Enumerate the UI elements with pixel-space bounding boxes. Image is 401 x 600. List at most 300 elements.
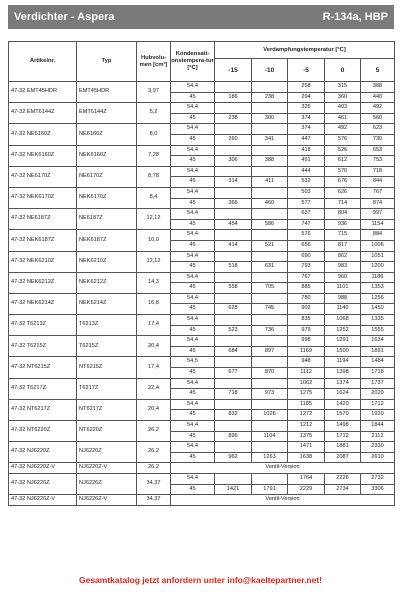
capacity-cell: 1570 (325, 410, 361, 421)
capacity-cell (252, 399, 288, 410)
displacement: 3,97 (137, 82, 171, 103)
capacity-cell: 366 (215, 198, 252, 209)
header-type: Typ (77, 42, 137, 82)
condensation-temp: 45 (171, 304, 215, 315)
article-number: 47-32 NEK6212Z (9, 272, 77, 293)
capacity-cell (252, 272, 288, 283)
capacity-cell: 1140 (325, 304, 361, 315)
capacity-cell: 874 (361, 198, 395, 209)
capacity-cell: 896 (215, 431, 252, 442)
article-number: 47-32 NJ6226Z-V (9, 495, 77, 506)
capacity-cell (252, 315, 288, 326)
capacity-cell: 897 (252, 346, 288, 357)
capacity-cell: 983 (325, 262, 361, 273)
capacity-cell: 1634 (361, 336, 395, 347)
table-row (9, 230, 395, 241)
table-row (9, 442, 395, 453)
capacity-cell: 414 (215, 240, 252, 251)
article-number: 47-32 NE6170Z (9, 166, 77, 187)
table-row (9, 145, 395, 156)
capacity-cell: 1638 (288, 452, 325, 463)
header-evap-temp: 0 (325, 59, 361, 82)
capacity-cell: 374 (288, 124, 325, 135)
capacity-cell: 1471 (288, 442, 325, 453)
ventil-version-note: Ventil-Version (171, 463, 395, 474)
capacity-cell: 411 (252, 177, 288, 188)
capacity-cell: 388 (252, 156, 288, 167)
capacity-cell: 374 (288, 113, 325, 124)
capacity-cell (215, 124, 252, 135)
capacity-cell: 326 (288, 103, 325, 114)
condensation-temp: 54,4 (171, 251, 215, 262)
condensation-temp: 54,5 (171, 357, 215, 368)
capacity-cell (215, 293, 252, 304)
table-row (9, 463, 395, 474)
article-number: 47-32 NJ6220Z (9, 442, 77, 463)
capacity-cell: 623 (361, 124, 395, 135)
table-row (9, 124, 395, 135)
capacity-cell: 936 (325, 219, 361, 230)
capacity-cell (252, 378, 288, 389)
model-type: NE6160Z (77, 124, 137, 145)
capacity-cell: 780 (288, 293, 325, 304)
displacement: 16,8 (137, 293, 171, 314)
condensation-temp: 54,4 (171, 442, 215, 453)
capacity-cell: 705 (252, 283, 288, 294)
condensation-temp: 45 (171, 452, 215, 463)
condensation-temp: 45 (171, 368, 215, 379)
capacity-cell: 388 (361, 82, 395, 93)
capacity-cell: 576 (325, 134, 361, 145)
capacity-cell: 715 (325, 230, 361, 241)
capacity-cell (252, 145, 288, 156)
capacity-cell: 793 (288, 262, 325, 273)
capacity-cell: 884 (361, 230, 395, 241)
capacity-cell: 491 (288, 156, 325, 167)
table-row (9, 209, 395, 220)
capacity-cell: 2229 (288, 484, 325, 495)
condensation-temp: 45 (171, 92, 215, 103)
condensation-temp: 54,4 (171, 103, 215, 114)
page-title: Verdichter - Aspera (14, 11, 115, 23)
capacity-cell (215, 473, 252, 484)
capacity-cell (252, 187, 288, 198)
model-type: T6217Z (77, 378, 137, 399)
capacity-cell: 403 (325, 103, 361, 114)
condensation-temp: 45 (171, 283, 215, 294)
displacement: 34,37 (137, 495, 171, 506)
capacity-cell: 960 (325, 272, 361, 283)
capacity-cell: 832 (215, 410, 252, 421)
condensation-temp: 54,4 (171, 209, 215, 220)
condensation-temp: 54,4 (171, 166, 215, 177)
table-row (9, 421, 395, 432)
capacity-cell (215, 315, 252, 326)
capacity-cell (252, 336, 288, 347)
capacity-cell (252, 442, 288, 453)
displacement: 7,28 (137, 145, 171, 166)
table-row (9, 357, 395, 368)
capacity-cell: 558 (215, 283, 252, 294)
capacity-cell: 676 (325, 177, 361, 188)
header-evap-temp: 5 (361, 59, 395, 82)
capacity-cell: 1844 (361, 421, 395, 432)
model-type: NJ6220Z (77, 442, 137, 463)
article-number: 47-32 EMT6144Z (9, 103, 77, 124)
capacity-cell: 962 (215, 452, 252, 463)
capacity-cell: 1112 (288, 368, 325, 379)
table-row (9, 251, 395, 262)
capacity-cell: 753 (361, 156, 395, 167)
condensation-temp: 54,4 (171, 421, 215, 432)
model-type: NJ6226Z (77, 473, 137, 494)
displacement: 26,2 (137, 421, 171, 442)
capacity-cell (252, 82, 288, 93)
capacity-cell: 306 (215, 156, 252, 167)
article-number: 47-32 NT6217Z (9, 399, 77, 420)
article-number: 47-32 NEK6214Z (9, 293, 77, 314)
capacity-cell: 745 (252, 304, 288, 315)
displacement: 5,2 (137, 103, 171, 124)
capacity-cell: 1104 (252, 431, 288, 442)
capacity-cell (215, 357, 252, 368)
table-row (9, 272, 395, 283)
capacity-cell: 730 (361, 134, 395, 145)
condensation-temp: 54,4 (171, 82, 215, 93)
table-row (9, 82, 395, 93)
capacity-cell: 1791 (252, 484, 288, 495)
capacity-cell: 835 (288, 315, 325, 326)
model-type: NE6187Z (77, 209, 137, 230)
capacity-cell: 1186 (361, 272, 395, 283)
capacity-cell (215, 166, 252, 177)
condensation-temp: 54,4 (171, 230, 215, 241)
capacity-cell: 1498 (325, 421, 361, 432)
capacity-cell: 1421 (215, 484, 252, 495)
capacity-cell (215, 442, 252, 453)
displacement: 8,0 (137, 124, 171, 145)
header-evaporation: Verdampfungstemperatur [°C] (215, 42, 395, 59)
capacity-cell (252, 421, 288, 432)
header-volume: Hubvolu-men [cm³] (137, 42, 171, 82)
capacity-cell: 1764 (288, 473, 325, 484)
capacity-cell: 503 (288, 187, 325, 198)
capacity-cell (215, 272, 252, 283)
table-row (9, 473, 395, 484)
capacity-cell: 1555 (361, 325, 395, 336)
capacity-cell: 186 (215, 92, 252, 103)
condensation-temp: 45 (171, 240, 215, 251)
capacity-cell: 492 (325, 124, 361, 135)
displacement: 26,2 (137, 442, 171, 463)
title-banner (8, 5, 394, 29)
table-body (9, 82, 395, 506)
capacity-cell: 444 (288, 166, 325, 177)
capacity-cell: 684 (215, 346, 252, 357)
capacity-cell: 656 (288, 240, 325, 251)
model-type: T6213Z (77, 315, 137, 336)
capacity-cell: 677 (215, 368, 252, 379)
capacity-cell: 1062 (288, 378, 325, 389)
condensation-temp: 45 (171, 484, 215, 495)
condensation-temp: 45 (171, 410, 215, 421)
capacity-cell: 461 (325, 113, 361, 124)
condensation-temp: 45 (171, 431, 215, 442)
model-type: NEK6212Z (77, 272, 137, 293)
capacity-cell: 1737 (361, 378, 395, 389)
capacity-cell: 718 (215, 389, 252, 400)
condensation-temp: 54,4 (171, 187, 215, 198)
model-type: NEK6210Z (77, 251, 137, 272)
capacity-cell (252, 103, 288, 114)
condensation-temp: 54,4 (171, 272, 215, 283)
condensation-temp: 45 (171, 346, 215, 357)
capacity-cell: 3306 (361, 484, 395, 495)
condensation-temp: 45 (171, 389, 215, 400)
capacity-cell: 973 (252, 389, 288, 400)
condensation-temp: 45 (171, 219, 215, 230)
capacity-cell: 1398 (325, 368, 361, 379)
displacement: 20,4 (137, 399, 171, 420)
table-row (9, 293, 395, 304)
article-number: 47-32 NE6160Z (9, 124, 77, 145)
capacity-cell: 1712 (325, 431, 361, 442)
capacity-cell: 238 (252, 92, 288, 103)
model-type: NEK6214Z (77, 293, 137, 314)
capacity-cell: 1420 (325, 399, 361, 410)
capacity-cell: 360 (325, 92, 361, 103)
capacity-cell: 315 (325, 82, 361, 93)
capacity-cell: 526 (325, 145, 361, 156)
capacity-cell: 2732 (361, 473, 395, 484)
capacity-cell: 418 (288, 145, 325, 156)
capacity-cell: 1920 (361, 410, 395, 421)
capacity-cell: 626 (325, 187, 361, 198)
displacement: 12,12 (137, 251, 171, 272)
article-number: 47-32 NT6220Z (9, 421, 77, 442)
displacement: 20,4 (137, 336, 171, 357)
condensation-temp: 54,4 (171, 293, 215, 304)
article-number: 47-32 NJ6220Z-V (9, 463, 77, 474)
capacity-cell: 1026 (252, 410, 288, 421)
model-type: EMT45HDR (77, 82, 137, 103)
capacity-cell: 532 (288, 177, 325, 188)
capacity-cell: 1185 (288, 399, 325, 410)
displacement: 22,4 (137, 378, 171, 399)
capacity-cell: 1272 (288, 410, 325, 421)
capacity-cell (215, 421, 252, 432)
article-number: 47-32 NE6187Z (9, 209, 77, 230)
capacity-cell: 1375 (288, 431, 325, 442)
displacement: 8,78 (137, 166, 171, 187)
capacity-cell: 1212 (288, 421, 325, 432)
capacity-cell: 560 (361, 113, 395, 124)
capacity-cell: 1500 (325, 346, 361, 357)
model-type: T6215Z (77, 336, 137, 357)
capacity-cell (215, 378, 252, 389)
capacity-cell: 1624 (325, 389, 361, 400)
capacity-cell: 294 (288, 92, 325, 103)
capacity-cell: 804 (325, 209, 361, 220)
capacity-cell (252, 209, 288, 220)
catalog-footer: Gesamtkatalog jetzt anfordern unter info@kaeltepartner.net! (78, 575, 323, 585)
capacity-cell: 492 (361, 103, 395, 114)
capacity-cell: 447 (288, 134, 325, 145)
ventil-version-note: Ventil-Version (171, 495, 395, 506)
condensation-temp: 45 (171, 325, 215, 336)
displacement: 14,3 (137, 272, 171, 293)
condensation-temp: 45 (171, 134, 215, 145)
capacity-cell: 1154 (361, 219, 395, 230)
capacity-cell: 998 (288, 336, 325, 347)
article-number: 47-32 NT6215Z (9, 357, 77, 378)
condensation-temp: 54,4 (171, 315, 215, 326)
capacity-cell: 460 (252, 198, 288, 209)
header-evap-temp: -10 (252, 59, 288, 82)
table-row (9, 166, 395, 177)
model-type: NT6217Z (77, 399, 137, 420)
capacity-cell: 300 (252, 113, 288, 124)
capacity-cell (252, 166, 288, 177)
condensation-temp: 54,4 (171, 124, 215, 135)
condensation-temp: 54,4 (171, 336, 215, 347)
capacity-cell: 1006 (361, 240, 395, 251)
table-row (9, 315, 395, 326)
table-row (9, 103, 395, 114)
condensation-temp: 54,4 (171, 473, 215, 484)
capacity-cell: 1200 (361, 262, 395, 273)
capacity-cell: 817 (325, 240, 361, 251)
article-number: 47-32 T6213Z (9, 315, 77, 336)
capacity-cell: 844 (361, 177, 395, 188)
model-type: NJ6220Z-V (77, 463, 137, 474)
capacity-cell (215, 399, 252, 410)
capacity-cell: 988 (325, 293, 361, 304)
capacity-cell: 767 (361, 187, 395, 198)
capacity-cell: 1291 (325, 336, 361, 347)
model-type: NT6215Z (77, 357, 137, 378)
article-number: 47-32 EMT45HDR (9, 82, 77, 103)
capacity-cell: 1275 (288, 389, 325, 400)
capacity-cell: 2734 (325, 484, 361, 495)
capacity-cell: 979 (288, 325, 325, 336)
displacement: 17,4 (137, 357, 171, 378)
capacity-cell (252, 251, 288, 262)
model-type: NEK6160Z (77, 145, 137, 166)
capacity-cell: 885 (288, 283, 325, 294)
capacity-cell: 238 (215, 113, 252, 124)
capacity-cell: 948 (288, 357, 325, 368)
capacity-cell: 576 (288, 230, 325, 241)
refrigerant-label: R-134a, HBP (322, 11, 388, 23)
capacity-cell: 518 (215, 262, 252, 273)
model-type: NT6220Z (77, 421, 137, 442)
capacity-cell: 586 (252, 219, 288, 230)
capacity-cell (252, 293, 288, 304)
capacity-cell: 570 (325, 166, 361, 177)
condensation-temp: 45 (171, 177, 215, 188)
capacity-cell: 1051 (361, 251, 395, 262)
header-condensation: Kondensati-onstempera-tur [°C] (171, 42, 215, 82)
condensation-temp: 45 (171, 198, 215, 209)
table-row (9, 378, 395, 389)
capacity-cell: 1450 (361, 304, 395, 315)
capacity-cell (215, 187, 252, 198)
table-row (9, 495, 395, 506)
capacity-cell: 440 (361, 92, 395, 103)
capacity-cell: 1194 (325, 357, 361, 368)
model-type: NE6170Z (77, 166, 137, 187)
capacity-cell (252, 124, 288, 135)
compressor-table (8, 41, 395, 506)
capacity-cell: 260 (215, 134, 252, 145)
capacity-cell: 1335 (361, 315, 395, 326)
capacity-cell: 637 (288, 209, 325, 220)
capacity-cell: 736 (252, 325, 288, 336)
capacity-cell: 2020 (361, 389, 395, 400)
capacity-cell (215, 82, 252, 93)
article-number: 47-32 NEK6170Z (9, 187, 77, 208)
displacement: 34,37 (137, 473, 171, 494)
condensation-temp: 54,4 (171, 145, 215, 156)
header-evap-temp: -15 (215, 59, 252, 82)
capacity-cell: 1252 (325, 325, 361, 336)
capacity-cell: 2112 (361, 431, 395, 442)
condensation-temp: 54,4 (171, 399, 215, 410)
article-number: 47-32 NEK6160Z (9, 145, 77, 166)
condensation-temp: 45 (171, 156, 215, 167)
capacity-cell (252, 357, 288, 368)
capacity-cell: 902 (288, 304, 325, 315)
article-number: 47-32 T6217Z (9, 378, 77, 399)
header-article: Artikelnr. (9, 42, 77, 82)
capacity-cell: 2087 (325, 452, 361, 463)
capacity-cell: 767 (288, 272, 325, 283)
capacity-cell: 258 (288, 82, 325, 93)
displacement: 12,12 (137, 209, 171, 230)
table-row (9, 336, 395, 347)
header-evap-temp: -5 (288, 59, 325, 82)
displacement: 10,0 (137, 230, 171, 251)
capacity-cell (215, 145, 252, 156)
capacity-cell (215, 230, 252, 241)
capacity-cell: 1712 (361, 399, 395, 410)
model-type: NJ6226Z-V (77, 495, 137, 506)
capacity-cell: 523 (215, 325, 252, 336)
capacity-cell: 1891 (361, 346, 395, 357)
capacity-cell: 747 (288, 219, 325, 230)
capacity-cell: 870 (252, 368, 288, 379)
capacity-cell (215, 209, 252, 220)
table-row (9, 399, 395, 410)
capacity-cell: 718 (361, 166, 395, 177)
displacement: 17,4 (137, 315, 171, 336)
condensation-temp: 45 (171, 262, 215, 273)
condensation-temp: 45 (171, 113, 215, 124)
capacity-cell: 1374 (325, 378, 361, 389)
capacity-cell: 690 (288, 251, 325, 262)
capacity-cell: 1881 (325, 442, 361, 453)
model-type: NEK6170Z (77, 187, 137, 208)
capacity-cell: 1484 (361, 357, 395, 368)
capacity-cell: 1263 (252, 452, 288, 463)
capacity-cell: 653 (361, 145, 395, 156)
capacity-cell: 1169 (288, 346, 325, 357)
capacity-cell: 612 (325, 156, 361, 167)
capacity-cell: 521 (252, 240, 288, 251)
capacity-cell: 628 (215, 304, 252, 315)
capacity-cell: 1718 (361, 368, 395, 379)
